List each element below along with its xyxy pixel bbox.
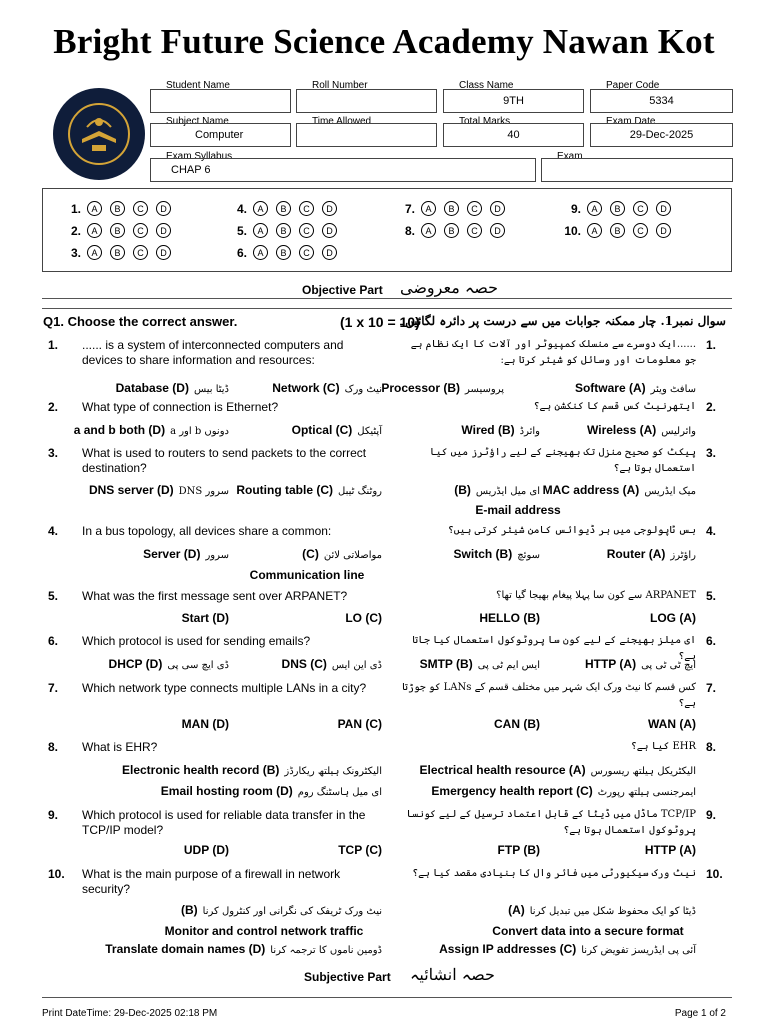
question-number: 6. <box>48 634 59 648</box>
question-text-ur: کس قسم کا نیٹ ورک ایک شہر میں مختلف قسم کے LANs کو جوڑتا ہے؟ <box>402 682 696 709</box>
answer-option[interactable] <box>650 611 696 625</box>
answer-option[interactable] <box>282 657 382 671</box>
divider <box>42 298 732 299</box>
option-text-ur: ای میل ہاسٹنگ روم <box>297 787 382 798</box>
paper-code-field[interactable]: 5334 <box>590 89 733 113</box>
answer-bubble[interactable]: A <box>87 201 102 216</box>
answer-bubble[interactable]: A <box>421 223 436 238</box>
option-text-en: Start (D) <box>181 611 229 625</box>
question-text-en: Which network type connects multiple LANs in a city? <box>82 681 367 695</box>
question-text-ur: ای میلز بھیجنے کے لیے کون سا پروٹوکول استعمال کیا جاتا ہے؟ <box>412 635 696 662</box>
option-text-en: DNS (C) <box>281 657 327 671</box>
option-text-ur: ڈیٹا کو ایک محفوظ شکل میں تبدیل کرنا <box>529 906 696 917</box>
roll-number-label: Roll Number <box>312 80 368 91</box>
answer-bubble[interactable]: C <box>299 223 314 238</box>
answer-bubble[interactable]: B <box>276 201 291 216</box>
bubble-row <box>221 223 345 238</box>
option-text-ur: a اور b دونوں <box>170 426 229 437</box>
question-number-right: 8. <box>706 740 717 754</box>
answer-bubble[interactable]: D <box>156 223 171 238</box>
answer-option[interactable] <box>439 942 696 956</box>
option-text-en: CAN (B) <box>494 717 540 731</box>
option-text-en: Switch (B) <box>453 547 513 561</box>
question-text-ur: نیٹ ورک سیکیورٹی میں فائر وال کا بنیادی مقصد کیا ہے؟ <box>412 868 696 879</box>
option-text-en: PAN (C) <box>337 717 382 731</box>
question-number-right: 9. <box>706 808 717 822</box>
answer-option[interactable] <box>89 483 229 497</box>
print-datetime: Print DateTime: 29-Dec-2025 02:18 PM <box>42 1008 218 1019</box>
answer-option[interactable] <box>585 657 696 671</box>
exam-syllabus-field[interactable]: CHAP 6 <box>150 158 536 182</box>
answer-bubble[interactable]: B <box>276 245 291 260</box>
answer-option[interactable] <box>478 924 698 938</box>
option-text-en: E-mail address <box>475 503 561 517</box>
option-text-ur: راؤٹرز <box>670 550 696 561</box>
answer-bubble[interactable]: B <box>444 201 459 216</box>
bubble-row <box>55 201 179 216</box>
question-number-right: 5. <box>706 589 717 603</box>
option-text-ur: DNS سرور <box>178 486 229 497</box>
option-text-en: LO (C) <box>345 611 382 625</box>
answer-bubble[interactable]: C <box>299 245 314 260</box>
page-title: Bright Future Science Academy Nawan Kot <box>53 22 715 61</box>
option-text-en: HELLO (B) <box>479 611 540 625</box>
option-text-ur: سوئچ <box>517 550 540 561</box>
answer-option[interactable] <box>181 903 382 917</box>
option-text-ur: وائرلیس <box>661 426 696 437</box>
question-number: 7. <box>48 681 59 695</box>
question-heading: Q1. Choose the correct answer. <box>43 314 238 329</box>
option-text-en: Emergency health report (C) <box>431 784 593 798</box>
question-number-right: 4. <box>706 524 717 538</box>
bubble-number: 3. <box>70 245 81 260</box>
option-text-ur: ایمرجنسی ہیلتھ رپورٹ <box>597 787 696 798</box>
total-marks-field[interactable]: 40 <box>443 123 584 147</box>
answer-bubble[interactable]: C <box>299 201 314 216</box>
answer-bubble[interactable]: A <box>87 245 102 260</box>
answer-bubble[interactable]: D <box>322 201 337 216</box>
question-number: 8. <box>48 740 59 754</box>
divider <box>42 308 732 309</box>
time-allowed-field[interactable] <box>296 123 437 147</box>
option-text-en: MAN (D) <box>181 717 229 731</box>
option-text-ur: آئی پی ایڈریسز تفویض کرنا <box>581 945 696 956</box>
bubble-number: 4. <box>236 201 247 216</box>
question-text-en: In a bus topology, all devices share a common: <box>82 524 332 538</box>
option-text-ur: نیٹ ورک <box>344 384 382 395</box>
answer-option[interactable] <box>479 611 540 625</box>
exam-label: Exam <box>557 151 583 162</box>
answer-option[interactable] <box>105 942 382 956</box>
option-text-ur: ڈی ایچ سی پی <box>167 660 229 671</box>
question-number: 2. <box>48 400 59 414</box>
answer-option[interactable] <box>116 381 229 395</box>
answer-bubble[interactable]: C <box>633 201 648 216</box>
bubble-row <box>555 201 679 216</box>
subjective-title: Subjective Part <box>304 970 391 984</box>
answer-bubble[interactable]: A <box>253 201 268 216</box>
option-text-en: HTTP (A) <box>584 657 637 671</box>
answer-bubble[interactable]: C <box>467 201 482 216</box>
answer-option[interactable] <box>161 784 382 798</box>
answer-option[interactable] <box>74 423 229 437</box>
option-text-en: TCP (C) <box>338 843 382 857</box>
answer-bubble[interactable]: B <box>110 223 125 238</box>
divider <box>42 997 732 998</box>
answer-option[interactable] <box>648 717 696 731</box>
bubble-number: 10. <box>564 223 581 238</box>
answer-option[interactable] <box>431 784 696 798</box>
option-text-en: Assign IP addresses (C) <box>439 942 577 956</box>
option-text-en: LOG (A) <box>650 611 696 625</box>
option-text-ur: مواصلاتی لائن <box>323 550 382 561</box>
answer-option[interactable] <box>109 657 229 671</box>
question-text-en: What is used to routers to send packets to the correct destination? <box>82 446 367 475</box>
question-text-ur: پیکٹ کو صحیح منزل تک بھیجنے کے لیے راؤٹرز میں کیا استعمال ہوتا ہے؟ <box>429 447 696 474</box>
option-text-en: Wireless (A) <box>587 423 657 437</box>
class-name-label: Class Name <box>459 80 514 91</box>
answer-option[interactable] <box>182 717 229 731</box>
question-number: 4. <box>48 524 59 538</box>
answer-option[interactable] <box>607 547 696 561</box>
option-text-en: DHCP (D) <box>108 657 163 671</box>
answer-option[interactable] <box>461 423 540 437</box>
question-text-en: ...... is a system of interconnected computers and devices to share information and resources: <box>82 338 344 367</box>
subject-name-field[interactable]: Computer <box>150 123 291 147</box>
bubble-row <box>389 223 513 238</box>
option-text-en: DNS server (D) <box>88 483 174 497</box>
exam-field[interactable] <box>541 158 733 182</box>
answer-option[interactable] <box>498 843 540 857</box>
option-text-en: MAC address (A) <box>542 483 640 497</box>
paper-code-label: Paper Code <box>606 80 660 91</box>
option-text-ur: آپٹیکل <box>357 426 382 437</box>
bubble-row <box>555 223 679 238</box>
bubble-number: 9. <box>570 201 581 216</box>
answer-bubble[interactable]: D <box>490 223 505 238</box>
option-text-en: Router (A) <box>606 547 666 561</box>
total-marks-label: Total Marks <box>459 116 511 127</box>
option-text-en: Software (A) <box>574 381 646 395</box>
answer-bubble[interactable]: D <box>322 223 337 238</box>
subject-name-label: Subject Name <box>166 116 229 127</box>
option-text-en: Network (C) <box>272 381 340 395</box>
answer-bubble[interactable]: A <box>587 201 602 216</box>
option-text-en: WAN (A) <box>648 717 696 731</box>
student-name-field[interactable] <box>150 89 291 113</box>
answer-bubble[interactable]: A <box>87 223 102 238</box>
bubble-row <box>55 223 179 238</box>
answer-option[interactable] <box>143 547 229 561</box>
option-text-en: (A) <box>508 903 525 917</box>
question-text-en: What is EHR? <box>82 740 158 754</box>
answer-bubble[interactable]: B <box>110 201 125 216</box>
answer-option[interactable] <box>454 547 540 561</box>
answer-bubble[interactable]: B <box>610 223 625 238</box>
marks-label: (1 x 10 = 10) <box>340 314 420 330</box>
question-text-en: What is the main purpose of a firewall in network security? <box>82 867 341 896</box>
answer-option[interactable] <box>345 611 382 625</box>
option-text-en: Database (D) <box>115 381 189 395</box>
answer-bubble[interactable]: A <box>253 223 268 238</box>
bubble-number: 7. <box>404 201 415 216</box>
answer-option[interactable] <box>292 423 382 437</box>
question-text-ur: بس ٹاپولوجی میں ہر ڈیوائس کامن شیئر کرتی ہیں؟ <box>447 525 696 536</box>
question-number-right: 1. <box>706 338 717 352</box>
answer-option[interactable] <box>381 381 504 395</box>
option-text-en: UDP (D) <box>183 843 229 857</box>
question-number-right: 2. <box>706 400 717 414</box>
answer-bubble[interactable]: B <box>610 201 625 216</box>
answer-bubble[interactable]: A <box>587 223 602 238</box>
option-text-ur: سافٹ ویئر <box>650 384 696 395</box>
question-heading-urdu: سوال نمبر1. چار ممکنہ جوابات میں سے درست پر دائرہ لگائیں۔ <box>398 314 726 328</box>
option-text-ur: ڈومین ناموں کا ترجمہ کرنا <box>270 945 382 956</box>
question-number-right: 7. <box>706 681 717 695</box>
option-text-en: Electrical health resource (A) <box>419 763 586 777</box>
answer-bubble-sheet <box>42 188 732 272</box>
option-text-ur: پروسیسر <box>465 384 504 395</box>
answer-bubble[interactable]: D <box>156 245 171 260</box>
bubble-row <box>389 201 513 216</box>
answer-option[interactable] <box>197 568 417 582</box>
question-text-en: Which protocol is used for reliable data transfer in the TCP/IP model? <box>82 808 366 837</box>
answer-option[interactable] <box>408 503 628 517</box>
option-text-en: Server (D) <box>143 547 201 561</box>
answer-option[interactable] <box>420 657 540 671</box>
option-text-en: (B) <box>180 903 198 917</box>
school-logo <box>52 87 146 181</box>
answer-bubble[interactable]: D <box>322 245 337 260</box>
option-text-en: Electronic health record (B) <box>121 763 280 777</box>
question-text-en: What was the first message sent over ARPANET? <box>82 589 348 603</box>
student-name-label: Student Name <box>166 80 230 91</box>
option-text-en: Communication line <box>249 568 365 582</box>
answer-bubble[interactable]: D <box>156 201 171 216</box>
option-text-en: Convert data into a secure format <box>492 924 684 938</box>
answer-option[interactable] <box>543 483 696 497</box>
bubble-number: 2. <box>70 223 81 238</box>
question-text-ur: EHR کیا ہے؟ <box>630 741 696 752</box>
answer-option[interactable] <box>645 843 696 857</box>
question-number-right: 10. <box>706 867 723 881</box>
answer-option[interactable] <box>338 717 382 731</box>
exam-syllabus-label: Exam Syllabus <box>166 151 233 162</box>
option-text-ur: نیٹ ورک ٹریفک کی نگرانی اور کنٹرول کرنا <box>202 906 382 917</box>
option-text-en: Translate domain names (D) <box>105 942 266 956</box>
option-text-en: Routing table (C) <box>236 483 334 497</box>
answer-bubble[interactable]: C <box>133 201 148 216</box>
option-text-ur: الیکٹرونک ہیلتھ ریکارڈز <box>284 766 382 777</box>
answer-option[interactable] <box>338 843 382 857</box>
question-text-ur: ARPANET سے کون سا پہلا پیغام بھیجا گیا تھا؟ <box>496 590 696 601</box>
option-text-en: Monitor and control network traffic <box>164 924 364 938</box>
question-number: 10. <box>48 867 65 881</box>
question-text-ur: ......ایک دوسرے سے منسلک کمپیوٹر اور آلات کا ایک نظام ہے جو معلومات اور وسائل کو شیئر کرتا ہے: <box>410 339 696 366</box>
question-number: 3. <box>48 446 59 460</box>
answer-option[interactable] <box>508 903 696 917</box>
answer-option[interactable] <box>575 381 696 395</box>
answer-option[interactable] <box>302 547 382 561</box>
answer-option[interactable] <box>182 611 229 625</box>
option-text-en: Email hosting room (D) <box>160 784 293 798</box>
question-text-ur: ایتھرنیٹ کس قسم کا کنکشن ہے؟ <box>533 401 696 412</box>
question-text-ur: TCP/IP ماڈل میں ڈیٹا کے قابل اعتماد ترسیل کے لیے کونسا پروٹوکول استعمال ہوتا ہے؟ <box>406 809 696 836</box>
answer-option[interactable] <box>587 423 696 437</box>
bubble-number: 6. <box>236 245 247 260</box>
option-text-en: FTP (B) <box>497 843 540 857</box>
answer-bubble[interactable]: B <box>110 245 125 260</box>
answer-option[interactable] <box>494 717 540 731</box>
bubble-number: 5. <box>236 223 247 238</box>
option-text-en: Processor (B) <box>381 381 461 395</box>
option-text-en: (C) <box>302 547 319 561</box>
option-text-en: Optical (C) <box>291 423 353 437</box>
option-text-ur: روٹنگ ٹیبل <box>338 486 382 497</box>
option-text-en: a and b both (D) <box>73 423 166 437</box>
option-text-ur: ای میل ایڈریس <box>475 486 540 497</box>
answer-bubble[interactable]: D <box>656 223 671 238</box>
bubble-row <box>55 245 179 260</box>
option-text-ur: وائرڈ <box>519 426 540 437</box>
answer-bubble[interactable]: C <box>133 245 148 260</box>
bubble-number: 8. <box>404 223 415 238</box>
answer-bubble[interactable]: D <box>656 201 671 216</box>
question-number-right: 6. <box>706 634 717 648</box>
class-name-field[interactable]: 9TH <box>443 89 584 113</box>
roll-number-field[interactable] <box>296 89 437 113</box>
answer-bubble[interactable]: C <box>467 223 482 238</box>
question-number: 9. <box>48 808 59 822</box>
objective-title-urdu: حصہ معروضی <box>400 278 498 297</box>
exam-date-field[interactable]: 29-Dec-2025 <box>590 123 733 147</box>
answer-bubble[interactable]: B <box>276 223 291 238</box>
option-text-ur: ڈیٹا بیس <box>193 384 229 395</box>
option-text-ur: ایچ ٹی ٹی پی <box>641 660 696 671</box>
bubble-row <box>221 201 345 216</box>
page-number: Page 1 of 2 <box>674 1008 726 1019</box>
option-text-en: (B) <box>454 483 471 497</box>
answer-option[interactable] <box>122 763 382 777</box>
answer-bubble[interactable]: A <box>253 245 268 260</box>
answer-bubble[interactable]: D <box>490 201 505 216</box>
question-text-en: Which protocol is used for sending emails? <box>82 634 311 648</box>
option-text-en: Wired (B) <box>461 423 515 437</box>
exam-date-label: Exam Date <box>606 116 656 127</box>
answer-option[interactable] <box>272 381 382 395</box>
option-text-en: SMTP (B) <box>419 657 473 671</box>
option-text-ur: الیکٹریکل ہیلتھ ریسورس <box>590 766 696 777</box>
option-text-en: HTTP (A) <box>644 843 696 857</box>
question-number-right: 3. <box>706 446 717 460</box>
answer-bubble[interactable]: B <box>444 223 459 238</box>
bubble-number: 1. <box>70 201 81 216</box>
objective-title: Objective Part <box>302 283 383 297</box>
answer-option[interactable] <box>154 924 374 938</box>
question-text-en: What type of connection is Ethernet? <box>82 400 279 414</box>
answer-bubble[interactable]: C <box>133 223 148 238</box>
time-allowed-label: Time Allowed <box>312 116 372 127</box>
answer-option[interactable] <box>454 483 540 497</box>
option-text-ur: سرور <box>205 550 229 561</box>
answer-option[interactable] <box>236 483 382 497</box>
subjective-title-urdu: حصہ انشائیہ <box>410 965 495 984</box>
option-text-ur: ایس ایم ٹی پی <box>477 660 540 671</box>
bubble-row <box>221 245 345 260</box>
answer-option[interactable] <box>184 843 229 857</box>
option-text-ur: ڈی این ایس <box>331 660 382 671</box>
answer-bubble[interactable]: A <box>421 201 436 216</box>
question-number: 1. <box>48 338 59 352</box>
question-number: 5. <box>48 589 59 603</box>
option-text-ur: میک ایڈریس <box>644 486 696 497</box>
answer-bubble[interactable]: C <box>633 223 648 238</box>
answer-option[interactable] <box>420 763 696 777</box>
